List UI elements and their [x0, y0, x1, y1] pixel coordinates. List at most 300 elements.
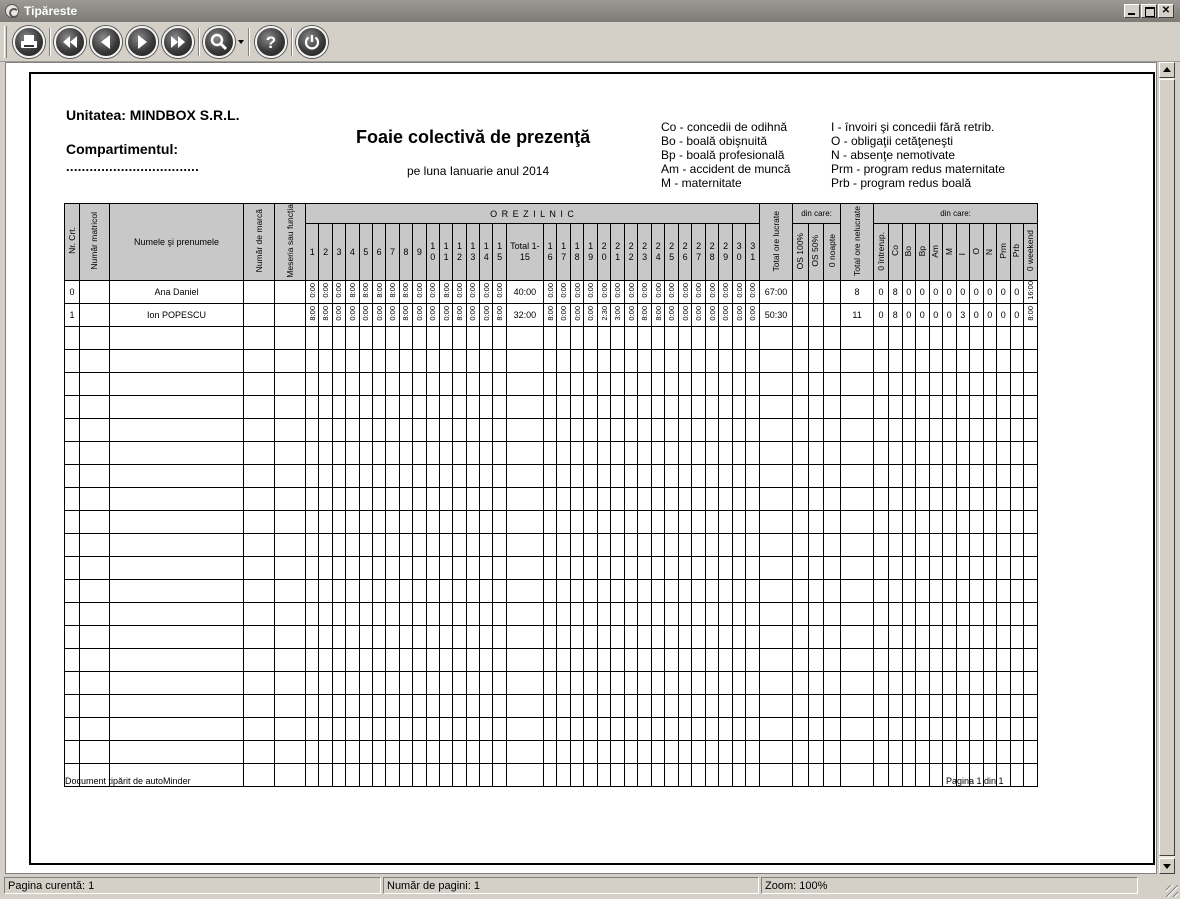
- first-page-button[interactable]: [54, 26, 86, 58]
- empty-cell: [692, 510, 706, 533]
- empty-cell: [824, 441, 841, 464]
- empty-cell: [466, 510, 479, 533]
- empty-cell: [453, 326, 466, 349]
- empty-cell: [570, 464, 584, 487]
- empty-cell: [413, 533, 426, 556]
- empty-cell: [1010, 763, 1024, 786]
- empty-cell: [1024, 349, 1038, 372]
- empty-cell: [808, 556, 824, 579]
- empty-cell: [506, 763, 543, 786]
- empty-cell: [453, 579, 466, 602]
- empty-cell: [808, 372, 824, 395]
- cell-day-hours: [439, 280, 452, 303]
- cell-day-hours: [719, 303, 733, 326]
- empty-cell: [557, 671, 571, 694]
- cell-code: 0: [970, 303, 984, 326]
- cell-day-hours: [306, 280, 319, 303]
- empty-cell: [956, 395, 970, 418]
- empty-cell: [570, 579, 584, 602]
- empty-cell: [943, 556, 957, 579]
- zoom-dropdown-caret-icon[interactable]: [238, 40, 244, 44]
- empty-cell: [889, 671, 903, 694]
- empty-cell: [1024, 763, 1038, 786]
- empty-cell: [399, 717, 412, 740]
- empty-cell: [319, 418, 332, 441]
- empty-cell: [386, 441, 399, 464]
- empty-cell: [466, 487, 479, 510]
- empty-cell: [506, 487, 543, 510]
- empty-cell: [386, 625, 399, 648]
- empty-cell: [665, 533, 679, 556]
- empty-cell: [439, 349, 452, 372]
- empty-cell: [453, 556, 466, 579]
- empty-cell: [808, 648, 824, 671]
- empty-cell: [306, 418, 319, 441]
- empty-cell: [746, 533, 760, 556]
- empty-cell: [426, 556, 439, 579]
- empty-cell: [306, 395, 319, 418]
- header-day: 6: [372, 224, 385, 281]
- empty-cell: [732, 372, 746, 395]
- empty-cell: [275, 625, 306, 648]
- empty-cell: [453, 602, 466, 625]
- previous-page-button[interactable]: [90, 26, 122, 58]
- empty-cell: [359, 763, 372, 786]
- empty-cell: [493, 418, 506, 441]
- cell-day-hours: [557, 280, 571, 303]
- empty-cell: [597, 349, 611, 372]
- empty-cell: [916, 671, 930, 694]
- empty-cell: [760, 464, 793, 487]
- empty-cell: [1024, 556, 1038, 579]
- empty-cell: [110, 602, 244, 625]
- cell-day-hours: [319, 280, 332, 303]
- empty-cell: [719, 763, 733, 786]
- empty-cell: [760, 326, 793, 349]
- header-code: [943, 224, 957, 281]
- empty-cell: [332, 533, 345, 556]
- header-numar-marca: [244, 204, 275, 281]
- empty-cell: [983, 372, 997, 395]
- toolbar-separator: [248, 28, 250, 56]
- empty-cell: [929, 763, 943, 786]
- empty-cell: [732, 579, 746, 602]
- cell-day-hours-text: 0:00: [334, 306, 344, 321]
- empty-cell: [719, 441, 733, 464]
- empty-cell: [439, 625, 452, 648]
- empty-cell: [557, 464, 571, 487]
- header-code: [1010, 224, 1024, 281]
- empty-cell: [983, 671, 997, 694]
- empty-cell: [1024, 372, 1038, 395]
- minimize-button[interactable]: [1124, 4, 1140, 18]
- empty-cell: [413, 349, 426, 372]
- empty-cell: [399, 349, 412, 372]
- header-day: 9: [413, 224, 426, 281]
- empty-cell: [793, 579, 809, 602]
- empty-cell: [692, 579, 706, 602]
- status-current-page: Pagina curentă: 1: [4, 877, 381, 894]
- empty-cell: [1010, 717, 1024, 740]
- empty-cell: [638, 441, 652, 464]
- empty-cell: [65, 740, 80, 763]
- empty-cell: [306, 579, 319, 602]
- header-meseria-text: Meseria sau funcţia: [284, 204, 295, 278]
- empty-cell: [956, 625, 970, 648]
- table-row-empty: [65, 510, 1038, 533]
- empty-cell: [386, 579, 399, 602]
- empty-cell: [665, 671, 679, 694]
- empty-cell: [597, 464, 611, 487]
- cell-day-hours-text: 0:00: [721, 306, 731, 321]
- empty-cell: [902, 717, 916, 740]
- empty-cell: [793, 740, 809, 763]
- empty-cell: [275, 648, 306, 671]
- empty-cell: [808, 740, 824, 763]
- help-button[interactable]: [255, 26, 287, 58]
- empty-cell: [439, 441, 452, 464]
- empty-cell: [466, 625, 479, 648]
- empty-cell: [359, 326, 372, 349]
- empty-cell: [332, 418, 345, 441]
- last-page-button[interactable]: [162, 26, 194, 58]
- empty-cell: [557, 625, 571, 648]
- table-row-empty: [65, 648, 1038, 671]
- empty-cell: [584, 510, 598, 533]
- empty-cell: [386, 602, 399, 625]
- empty-cell: [638, 763, 652, 786]
- scroll-down-arrow-icon[interactable]: [1159, 858, 1175, 874]
- empty-cell: [557, 694, 571, 717]
- empty-cell: [983, 694, 997, 717]
- empty-cell: [597, 556, 611, 579]
- empty-cell: [719, 372, 733, 395]
- empty-cell: [651, 418, 665, 441]
- empty-cell: [692, 602, 706, 625]
- empty-cell: [110, 625, 244, 648]
- empty-cell: [65, 487, 80, 510]
- empty-cell: [543, 556, 557, 579]
- empty-cell: [1010, 556, 1024, 579]
- table-row-empty: [65, 740, 1038, 763]
- empty-cell: [319, 372, 332, 395]
- cell-day-hours-text: 8:00: [401, 283, 411, 298]
- cell-weekend-text: 16:00: [1026, 281, 1036, 301]
- empty-cell: [413, 395, 426, 418]
- empty-cell: [557, 740, 571, 763]
- print-button[interactable]: [13, 26, 45, 58]
- empty-cell: [480, 717, 493, 740]
- empty-cell: [413, 326, 426, 349]
- empty-cell: [929, 602, 943, 625]
- scroll-up-arrow-icon[interactable]: [1159, 62, 1175, 78]
- close-button[interactable]: [296, 26, 328, 58]
- empty-cell: [372, 717, 385, 740]
- empty-cell: [244, 625, 275, 648]
- empty-cell: [624, 441, 638, 464]
- empty-cell: [399, 763, 412, 786]
- cell-total-nelucrate: 8: [841, 280, 874, 303]
- empty-cell: [597, 694, 611, 717]
- header-os100-text: OS 100%: [794, 232, 805, 270]
- double-right-arrow-icon: [168, 32, 188, 52]
- empty-cell: [372, 510, 385, 533]
- empty-cell: [983, 579, 997, 602]
- empty-cell: [386, 671, 399, 694]
- header-code-text: I: [957, 252, 968, 255]
- empty-cell: [983, 464, 997, 487]
- empty-cell: [651, 648, 665, 671]
- printer-icon: [19, 32, 39, 52]
- empty-cell: [110, 326, 244, 349]
- empty-cell: [624, 556, 638, 579]
- empty-cell: [665, 441, 679, 464]
- cell-total-lucrate: 50:30: [760, 303, 793, 326]
- empty-cell: [557, 602, 571, 625]
- resize-grip-icon[interactable]: [1166, 885, 1178, 897]
- header-numar-marca-text: Număr de marcă: [253, 209, 264, 273]
- cell-day-hours: [466, 303, 479, 326]
- empty-cell: [665, 579, 679, 602]
- empty-cell: [841, 671, 874, 694]
- empty-cell: [624, 418, 638, 441]
- empty-cell: [453, 717, 466, 740]
- empty-cell: [943, 326, 957, 349]
- empty-cell: [570, 372, 584, 395]
- empty-cell: [372, 372, 385, 395]
- empty-cell: [824, 602, 841, 625]
- empty-cell: [824, 671, 841, 694]
- cell-day-hours: [624, 280, 638, 303]
- empty-cell: [1010, 579, 1024, 602]
- empty-cell: [466, 326, 479, 349]
- vertical-scrollbar[interactable]: [1159, 62, 1175, 874]
- empty-cell: [319, 441, 332, 464]
- empty-cell: [719, 510, 733, 533]
- empty-cell: [493, 602, 506, 625]
- empty-cell: [466, 717, 479, 740]
- empty-cell: [929, 717, 943, 740]
- empty-cell: [306, 694, 319, 717]
- empty-cell: [1024, 625, 1038, 648]
- empty-cell: [399, 579, 412, 602]
- empty-cell: [386, 648, 399, 671]
- empty-cell: [557, 533, 571, 556]
- empty-cell: [611, 510, 625, 533]
- cell-day-hours-text: 0:00: [667, 283, 677, 298]
- cell-day-hours: [480, 280, 493, 303]
- empty-cell: [760, 579, 793, 602]
- empty-cell: [705, 694, 719, 717]
- empty-cell: [332, 763, 345, 786]
- empty-cell: [624, 349, 638, 372]
- empty-cell: [65, 579, 80, 602]
- empty-cell: [306, 740, 319, 763]
- empty-cell: [746, 418, 760, 441]
- empty-cell: [956, 510, 970, 533]
- cell-day-hours: [426, 303, 439, 326]
- empty-cell: [760, 625, 793, 648]
- empty-cell: [570, 625, 584, 648]
- empty-cell: [439, 694, 452, 717]
- maximize-button[interactable]: [1141, 4, 1157, 18]
- empty-cell: [346, 372, 359, 395]
- empty-cell: [359, 510, 372, 533]
- empty-cell: [557, 648, 571, 671]
- header-code-text: Prm: [997, 243, 1008, 259]
- cell-day-hours-text: 8:00: [454, 306, 464, 321]
- empty-cell: [1024, 648, 1038, 671]
- empty-cell: [1024, 418, 1038, 441]
- empty-cell: [480, 464, 493, 487]
- empty-cell: [943, 648, 957, 671]
- scrollbar-thumb[interactable]: [1159, 79, 1175, 856]
- empty-cell: [760, 671, 793, 694]
- empty-cell: [638, 648, 652, 671]
- empty-cell: [874, 625, 889, 648]
- empty-cell: [970, 717, 984, 740]
- empty-cell: [386, 464, 399, 487]
- empty-cell: [319, 579, 332, 602]
- table-row-empty: [65, 625, 1038, 648]
- empty-cell: [638, 694, 652, 717]
- empty-cell: [275, 510, 306, 533]
- empty-cell: [746, 740, 760, 763]
- empty-cell: [624, 464, 638, 487]
- cell-day-hours-text: 8:00: [640, 306, 650, 321]
- empty-cell: [624, 579, 638, 602]
- cell-code: 0: [916, 303, 930, 326]
- empty-cell: [584, 579, 598, 602]
- cell-day-hours: [386, 303, 399, 326]
- empty-cell: [719, 464, 733, 487]
- empty-cell: [557, 349, 571, 372]
- header-din-care-nelucrate: din care:: [874, 204, 1038, 224]
- empty-cell: [624, 372, 638, 395]
- empty-cell: [889, 441, 903, 464]
- empty-cell: [506, 510, 543, 533]
- next-page-button[interactable]: [126, 26, 158, 58]
- empty-cell: [597, 372, 611, 395]
- empty-cell: [983, 441, 997, 464]
- empty-cell: [597, 533, 611, 556]
- empty-cell: [332, 556, 345, 579]
- empty-cell: [665, 602, 679, 625]
- cell-day-hours-text: 8:00: [441, 283, 451, 298]
- empty-cell: [808, 464, 824, 487]
- empty-cell: [1024, 487, 1038, 510]
- cell-day-hours: [480, 303, 493, 326]
- empty-cell: [611, 740, 625, 763]
- empty-cell: [665, 717, 679, 740]
- empty-cell: [506, 464, 543, 487]
- empty-cell: [110, 487, 244, 510]
- cell-day-hours-text: 0:00: [468, 306, 478, 321]
- cell-day-hours: [624, 303, 638, 326]
- empty-cell: [638, 372, 652, 395]
- header-noapte: [824, 224, 841, 281]
- empty-cell: [841, 418, 874, 441]
- close-window-button[interactable]: ✕: [1158, 4, 1174, 18]
- empty-cell: [1010, 349, 1024, 372]
- empty-cell: [692, 372, 706, 395]
- cell-day-hours-text: 0:00: [613, 283, 623, 298]
- empty-cell: [332, 372, 345, 395]
- empty-cell: [678, 395, 692, 418]
- cell-day-hours: [359, 303, 372, 326]
- empty-cell: [692, 349, 706, 372]
- empty-cell: [678, 671, 692, 694]
- empty-cell: [244, 441, 275, 464]
- empty-cell: [493, 441, 506, 464]
- empty-cell: [824, 763, 841, 786]
- empty-cell: [584, 671, 598, 694]
- header-day: 1 0: [426, 224, 439, 281]
- empty-cell: [624, 510, 638, 533]
- empty-cell: [80, 372, 110, 395]
- empty-cell: [1010, 694, 1024, 717]
- header-day: 3 0: [732, 224, 746, 281]
- empty-cell: [874, 487, 889, 510]
- empty-cell: [359, 395, 372, 418]
- empty-cell: [732, 441, 746, 464]
- empty-cell: [746, 441, 760, 464]
- cell-day-hours: [399, 280, 412, 303]
- empty-cell: [426, 625, 439, 648]
- empty-cell: [705, 763, 719, 786]
- zoom-button[interactable]: [203, 26, 235, 58]
- cell-day-hours: [332, 303, 345, 326]
- cell-day-hours: [611, 303, 625, 326]
- header-day: 8: [399, 224, 412, 281]
- empty-cell: [902, 579, 916, 602]
- empty-cell: [624, 694, 638, 717]
- empty-cell: [584, 487, 598, 510]
- empty-cell: [824, 487, 841, 510]
- page: [29, 72, 1155, 865]
- empty-cell: [943, 602, 957, 625]
- empty-cell: [506, 349, 543, 372]
- empty-cell: [943, 625, 957, 648]
- table-row-empty: [65, 694, 1038, 717]
- cell-day-hours-text: 0:00: [707, 306, 717, 321]
- empty-cell: [275, 326, 306, 349]
- double-left-arrow-icon: [60, 32, 80, 52]
- empty-cell: [543, 326, 557, 349]
- empty-cell: [651, 349, 665, 372]
- empty-cell: [65, 510, 80, 533]
- empty-cell: [557, 326, 571, 349]
- empty-cell: [841, 694, 874, 717]
- empty-cell: [65, 602, 80, 625]
- cell-day-hours-text: 8:00: [653, 306, 663, 321]
- empty-cell: [824, 740, 841, 763]
- empty-cell: [506, 579, 543, 602]
- empty-cell: [902, 648, 916, 671]
- empty-cell: [275, 740, 306, 763]
- empty-cell: [570, 349, 584, 372]
- empty-cell: [929, 579, 943, 602]
- empty-cell: [439, 510, 452, 533]
- empty-cell: [997, 418, 1011, 441]
- empty-cell: [997, 717, 1011, 740]
- cell-day-hours-text: 8:00: [374, 283, 384, 298]
- empty-cell: [426, 510, 439, 533]
- empty-cell: [808, 763, 824, 786]
- question-icon: [261, 32, 281, 52]
- empty-cell: [306, 763, 319, 786]
- cell-day-hours-text: 0:00: [428, 283, 438, 298]
